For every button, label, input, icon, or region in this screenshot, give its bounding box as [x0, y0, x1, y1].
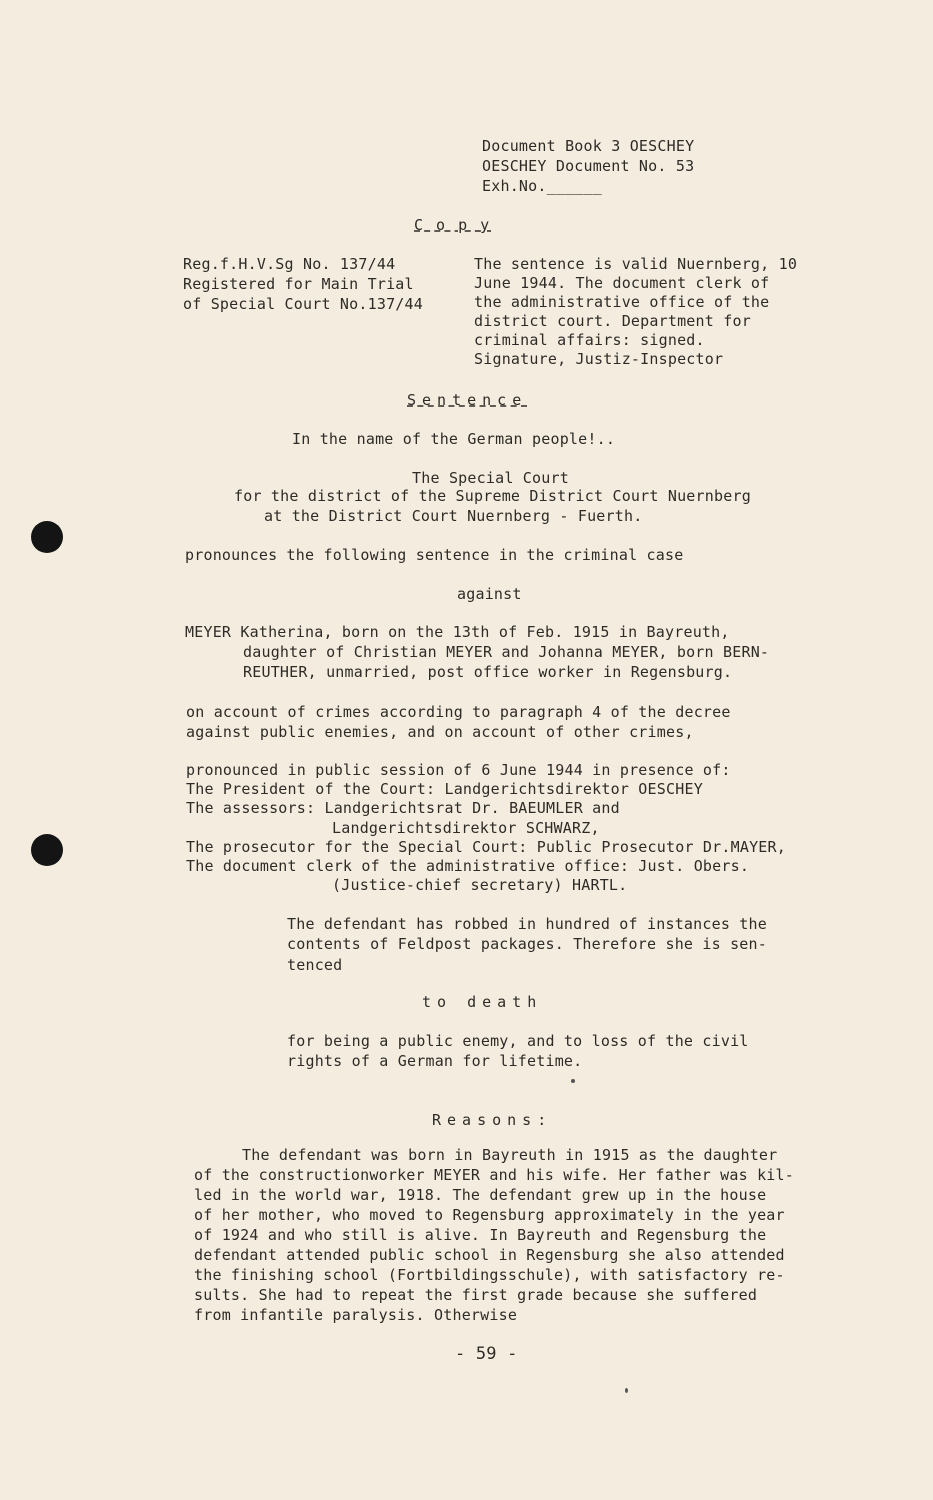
validity-line: criminal affairs: signed.: [474, 331, 705, 349]
session-line: Landgerichtsdirektor SCHWARZ,: [332, 819, 600, 837]
validity-line: Signature, Justiz-Inspector: [474, 350, 724, 368]
court-line: The Special Court: [412, 469, 569, 487]
doc-book-line: Document Book 3 OESCHEY: [482, 137, 695, 155]
copy-label: C o p y: [414, 216, 492, 234]
session-line: pronounced in public session of 6 June 1944 in presence of:: [186, 761, 731, 779]
reasons-heading: Reasons:: [432, 1111, 553, 1129]
session-line: The President of the Court: Landgerichtsdirektor OESCHEY: [186, 780, 703, 798]
ink-speck: [625, 1388, 628, 1393]
court-line: for the district of the Supreme District Court Nuernberg: [234, 487, 751, 505]
to-death-line: to death: [422, 993, 543, 1011]
reasons-line: defendant attended public school in Regensburg she also attended: [194, 1246, 785, 1264]
validity-line: June 1944. The document clerk of: [474, 274, 770, 292]
registration-line: of Special Court No.137/44: [183, 295, 423, 313]
reasons-line: of her mother, who moved to Regensburg approximately in the year: [194, 1206, 785, 1224]
verdict-line: tenced: [287, 956, 343, 974]
registration-line: Registered for Main Trial: [183, 275, 414, 293]
reasons-line: sults. She had to repeat the first grade because she suffered: [194, 1286, 758, 1304]
exhibit-number-line: Exh.No.______: [482, 177, 602, 195]
reasons-line: the finishing school (Fortbildingsschule), with satisfactory re-: [194, 1266, 785, 1284]
ink-speck: [571, 1079, 575, 1083]
invocation: In the name of the German people!..: [292, 430, 616, 448]
punch-hole-top: [31, 521, 63, 553]
verdict-line: contents of Feldpost packages. Therefore she is sen-: [287, 935, 767, 953]
session-line: The document clerk of the administrative office: Just. Obers.: [186, 857, 750, 875]
charge-line: on account of crimes according to paragraph 4 of the decree: [186, 703, 731, 721]
punch-hole-bottom: [31, 834, 63, 866]
reasons-line: The defendant was born in Bayreuth in 1915 as the daughter: [242, 1146, 778, 1164]
validity-line: district court. Department for: [474, 312, 751, 330]
verdict-line: The defendant has robbed in hundred of instances the: [287, 915, 767, 933]
defendant-line: REUTHER, unmarried, post office worker in Regensburg.: [243, 663, 733, 681]
defendant-line: daughter of Christian MEYER and Johanna MEYER, born BERN-: [243, 643, 770, 661]
validity-line: the administrative office of the: [474, 293, 770, 311]
against-line: against: [457, 585, 522, 603]
session-line: The assessors: Landgerichtsrat Dr. BAEUMLER and: [186, 799, 620, 817]
defendant-line: MEYER Katherina, born on the 13th of Feb. 1915 in Bayreuth,: [185, 623, 730, 641]
penalty-line: for being a public enemy, and to loss of the civil: [287, 1032, 749, 1050]
page-number: - 59 -: [455, 1344, 518, 1364]
penalty-line: rights of a German for lifetime.: [287, 1052, 583, 1070]
validity-line: The sentence is valid Nuernberg, 10: [474, 255, 798, 273]
session-line: (Justice-chief secretary) HARTL.: [332, 876, 628, 894]
registration-line: Reg.f.H.V.Sg No. 137/44: [183, 255, 396, 273]
session-line: The prosecutor for the Special Court: Public Prosecutor Dr.MAYER,: [186, 838, 786, 856]
reasons-line: of the constructionworker MEYER and his wife. Her father was kil-: [194, 1166, 794, 1184]
reasons-line: led in the world war, 1918. The defendant grew up in the house: [194, 1186, 767, 1204]
reasons-line: of 1924 and who still is alive. In Bayreuth and Regensburg the: [194, 1226, 767, 1244]
court-line: at the District Court Nuernberg - Fuerth.: [264, 507, 643, 525]
reasons-line: from infantile paralysis. Otherwise: [194, 1306, 518, 1324]
charge-line: against public enemies, and on account of other crimes,: [186, 723, 694, 741]
sentence-heading: Sentence: [407, 391, 528, 409]
doc-number-line: OESCHEY Document No. 53: [482, 157, 695, 175]
pronounces-line: pronounces the following sentence in the criminal case: [185, 546, 684, 564]
